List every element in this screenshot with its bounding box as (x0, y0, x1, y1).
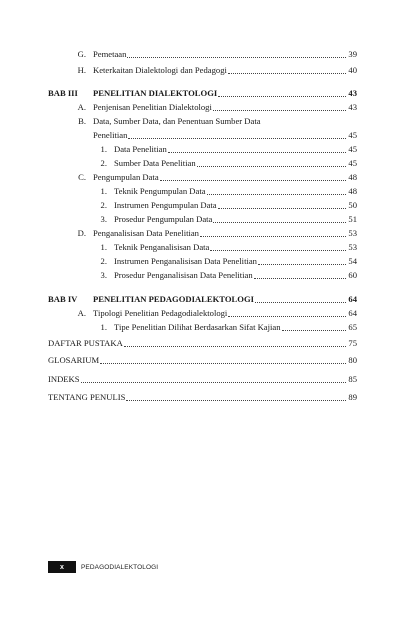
toc-page: 43 (348, 88, 357, 98)
toc-marker: 3. (100, 214, 107, 224)
toc-page: 89 (348, 392, 357, 402)
toc-text: Teknik Penganalisisan Data (114, 242, 210, 252)
running-title: PEDAGODIALEKTOLOGI (81, 563, 159, 571)
toc-page: 75 (348, 338, 357, 348)
page-number: x (60, 563, 64, 571)
dot-leader (218, 207, 347, 209)
toc-marker: 2. (100, 200, 107, 210)
toc-marker: 3. (100, 270, 107, 280)
toc-text: Penganalisisan Data Penelitian (93, 228, 199, 238)
toc-page: 64 (348, 308, 357, 318)
toc-page: 40 (348, 65, 357, 75)
dot-leader (124, 345, 347, 347)
toc-entry-penjenisan (48, 100, 357, 113)
toc-marker: 2. (100, 158, 107, 168)
dot-leader (128, 137, 346, 139)
dot-leader (213, 109, 347, 111)
toc-page: 85 (348, 374, 357, 384)
toc-page: 43 (348, 102, 357, 112)
toc-page: 48 (348, 186, 357, 196)
toc-entry-penganalisisan (48, 226, 357, 239)
toc-page: 53 (348, 242, 357, 252)
toc-marker: G. (77, 49, 86, 59)
dot-leader (228, 72, 347, 74)
toc-entry-tipologi (48, 306, 357, 319)
toc-text: Sumber Data Penelitian (114, 158, 196, 168)
dot-leader (127, 56, 346, 58)
toc-entry-pengumpulan (48, 170, 357, 183)
toc-page: 53 (348, 228, 357, 238)
toc-sub-prosedur-pengumpulan (48, 212, 357, 225)
toc-page: 50 (348, 200, 357, 210)
dot-leader (197, 165, 347, 167)
toc-text: Data, Sumber Data, dan Penentuan Sumber Data (93, 116, 261, 126)
toc-text: Prosedur Penganalisisan Data Penelitian (114, 270, 253, 280)
toc-text: Penjenisan Penelitian Dialektologi (93, 102, 212, 112)
toc-text: Teknik Pengumpulan Data (114, 186, 206, 196)
toc-page: 48 (348, 172, 357, 182)
toc-marker: H. (77, 65, 86, 75)
toc-sub-data-penelitian (48, 142, 357, 155)
dot-leader (207, 193, 347, 195)
toc-chapter-bab-iv (48, 292, 357, 305)
toc-text: Tipologi Penelitian Pedagodialektologi (93, 308, 228, 318)
toc-text: Pengumpulan Data (93, 172, 159, 182)
toc-entry-data-sumber (48, 114, 357, 127)
toc-sub-sumber-data (48, 156, 357, 169)
toc-marker: BAB IV (48, 294, 78, 304)
toc-page: 64 (348, 294, 357, 304)
toc-marker: D. (77, 228, 86, 238)
dot-leader (210, 249, 346, 251)
toc-sub-prosedur-penganalisisan (48, 268, 357, 281)
toc-marker: A. (77, 102, 86, 112)
toc-marker: 1. (100, 186, 107, 196)
toc-page: 45 (348, 130, 357, 140)
toc-page: 60 (348, 270, 357, 280)
dot-leader (228, 315, 346, 317)
dot-leader (258, 263, 346, 265)
toc-entry-tentang-penulis (48, 390, 357, 403)
toc-text: PENELITIAN DIALEKTOLOGI (93, 88, 218, 98)
toc-page: 45 (348, 158, 357, 168)
toc-entry-daftar-pustaka (48, 336, 357, 349)
dot-leader (126, 399, 346, 401)
toc-sub-instrumen-penganalisisan (48, 254, 357, 267)
toc-text: INDEKS (48, 374, 80, 384)
toc-page: 54 (348, 256, 357, 266)
toc-page: 51 (348, 214, 357, 224)
toc-page: 65 (348, 322, 357, 332)
toc-entry-data-sumber-cont (48, 128, 357, 141)
dot-leader (213, 221, 346, 223)
toc-text: Data Penelitian (114, 144, 167, 154)
toc-entry-keterkaitan (48, 63, 357, 76)
toc-page: 45 (348, 144, 357, 154)
toc-marker: A. (77, 308, 86, 318)
page-footer (48, 561, 158, 573)
toc-text: Penelitian (93, 130, 128, 140)
toc-marker: 2. (100, 256, 107, 266)
toc-text: PENELITIAN PEDAGODIALEKTOLOGI (93, 294, 255, 304)
dot-leader (160, 179, 347, 181)
dot-leader (200, 235, 346, 237)
dot-leader (282, 329, 347, 331)
dot-leader (168, 151, 347, 153)
toc-sub-tipe-penelitian (48, 320, 357, 333)
toc-marker: 1. (100, 242, 107, 252)
toc-sub-teknik-penganalisisan (48, 240, 357, 253)
toc-sub-teknik-pengumpulan (48, 184, 357, 197)
toc-entry-glosarium (48, 353, 357, 366)
toc-text: Pemetaan (93, 49, 127, 59)
toc-marker: B. (78, 116, 86, 126)
toc-page: 80 (348, 355, 357, 365)
toc-entry-indeks (48, 372, 357, 385)
toc-text: Keterkaitan Dialektologi dan Pedagogi (93, 65, 227, 75)
toc-marker: BAB III (48, 88, 78, 98)
toc-text: Tipe Penelitian Dilihat Berdasarkan Sifat Kajian (114, 322, 281, 332)
toc-chapter-bab-iii (48, 86, 357, 99)
toc-text: Instrumen Pengumpulan Data (114, 200, 217, 210)
toc-text: DAFTAR PUSTAKA (48, 338, 123, 348)
toc-text: Instrumen Penganalisisan Data Penelitian (114, 256, 257, 266)
toc-page: 39 (348, 49, 357, 59)
toc-entry-pemetaan (48, 47, 357, 60)
dot-leader (254, 277, 347, 279)
toc-text: TENTANG PENULIS (48, 392, 126, 402)
dot-leader (255, 301, 346, 303)
toc-marker: 1. (100, 322, 107, 332)
dot-leader (100, 362, 346, 364)
toc-marker: 1. (100, 144, 107, 154)
toc-sub-instrumen-pengumpulan (48, 198, 357, 211)
toc-text: GLOSARIUM (48, 355, 100, 365)
toc-text: Prosedur Pengumpulan Data (114, 214, 213, 224)
dot-leader (218, 95, 346, 97)
toc-marker: C. (78, 172, 86, 182)
dot-leader (81, 381, 347, 383)
page-number-badge (48, 561, 76, 573)
